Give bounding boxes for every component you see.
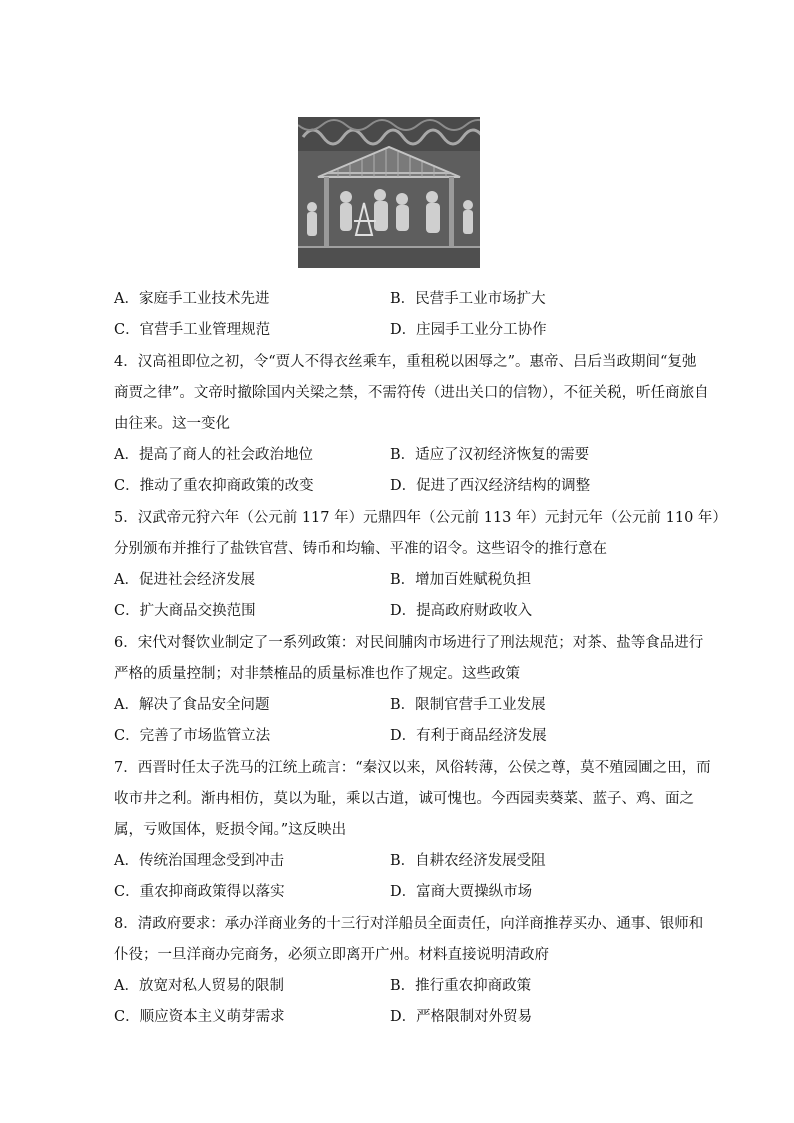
- q4-option-d: D．促进了西汉经济结构的调整: [390, 478, 591, 494]
- q4-option-c: C．推动了重农抑商政策的改变: [114, 478, 314, 494]
- q5-option-a: A．促进社会经济发展: [114, 572, 255, 588]
- q6-option-c: C．完善了市场监管立法: [114, 728, 271, 744]
- q7-stem-line: 属，亏败国体，贬损令闻。”这反映出: [114, 822, 347, 838]
- q3-option-d: D．庄园手工业分工协作: [390, 322, 547, 338]
- q7-option-d: D．富商大贾操纵市场: [390, 884, 533, 900]
- q6-option-b: B．限制官营手工业发展: [390, 697, 546, 713]
- q8-option-b: B．推行重农抑商政策: [390, 978, 532, 994]
- q7-stem-line: 7．西晋时任太子洗马的江统上疏言：“秦汉以来，风俗转薄，公侯之尊，莫不殖园圃之田，而: [114, 760, 711, 776]
- q3-option-c: C．官营手工业管理规范: [114, 322, 271, 338]
- q6-option-a: A．解决了食品安全问题: [114, 697, 270, 713]
- q5-option-b: B．增加百姓赋税负担: [390, 572, 532, 588]
- q8-stem-line: 仆役；一旦洋商办完商务，必须立即离开广州。材料直接说明清政府: [114, 947, 549, 963]
- han-relief-image: [298, 117, 480, 268]
- relief-illustration: [298, 117, 480, 268]
- q6-stem-line: 6．宋代对餐饮业制定了一系列政策：对民间脯肉市场进行了刑法规范；对茶、盐等食品进行: [114, 635, 704, 651]
- q3-option-b: B．民营手工业市场扩大: [390, 291, 546, 307]
- q8-option-c: C．顺应资本主义萌芽需求: [114, 1009, 285, 1025]
- q5-option-c: C．扩大商品交换范围: [114, 603, 256, 619]
- q4-stem-line: 商贾之律”。文帝时撤除国内关梁之禁，不需符传（进出关口的信物），不征关税，听任商旅自: [114, 385, 709, 401]
- q6-option-d: D．有利于商品经济发展: [390, 728, 547, 744]
- q7-option-c: C．重农抑商政策得以落实: [114, 884, 285, 900]
- q8-option-a: A．放宽对私人贸易的限制: [114, 978, 284, 994]
- q5-option-d: D．提高政府财政收入: [390, 603, 533, 619]
- q3-option-a: A．家庭手工业技术先进: [114, 291, 270, 307]
- q4-option-b: B．适应了汉初经济恢复的需要: [390, 447, 590, 463]
- q8-stem-line: 8．清政府要求：承办洋商业务的十三行对洋船员全面责任，向洋商推荐买办、通事、银师和: [114, 916, 704, 932]
- q7-option-b: B．自耕农经济发展受阻: [390, 853, 546, 869]
- q4-option-a: A．提高了商人的社会政治地位: [114, 447, 313, 463]
- q4-stem-line: 由往来。这一变化: [114, 416, 230, 432]
- q8-option-d: D．严格限制对外贸易: [390, 1009, 533, 1025]
- q5-stem-line: 5．汉武帝元狩六年（公元前 117 年）元鼎四年（公元前 113 年）元封元年（公元前 110 年）: [114, 510, 727, 526]
- q5-stem-line: 分别颁布并推行了盐铁官营、铸币和均输、平准的诏令。这些诏令的推行意在: [114, 541, 607, 557]
- q6-stem-line: 严格的质量控制；对非禁榷品的质量标准也作了规定。这些政策: [114, 666, 520, 682]
- q7-stem-line: 收市井之利。渐冉相仿，莫以为耻，乘以古道，诚可愧也。今西园卖葵菜、蓝子、鸡、面之: [114, 791, 694, 807]
- q4-stem-line: 4．汉高祖即位之初，令“贾人不得衣丝乘车，重租税以困辱之”。惠帝、吕后当政期间“复弛: [114, 354, 697, 370]
- q7-option-a: A．传统治国理念受到冲击: [114, 853, 284, 869]
